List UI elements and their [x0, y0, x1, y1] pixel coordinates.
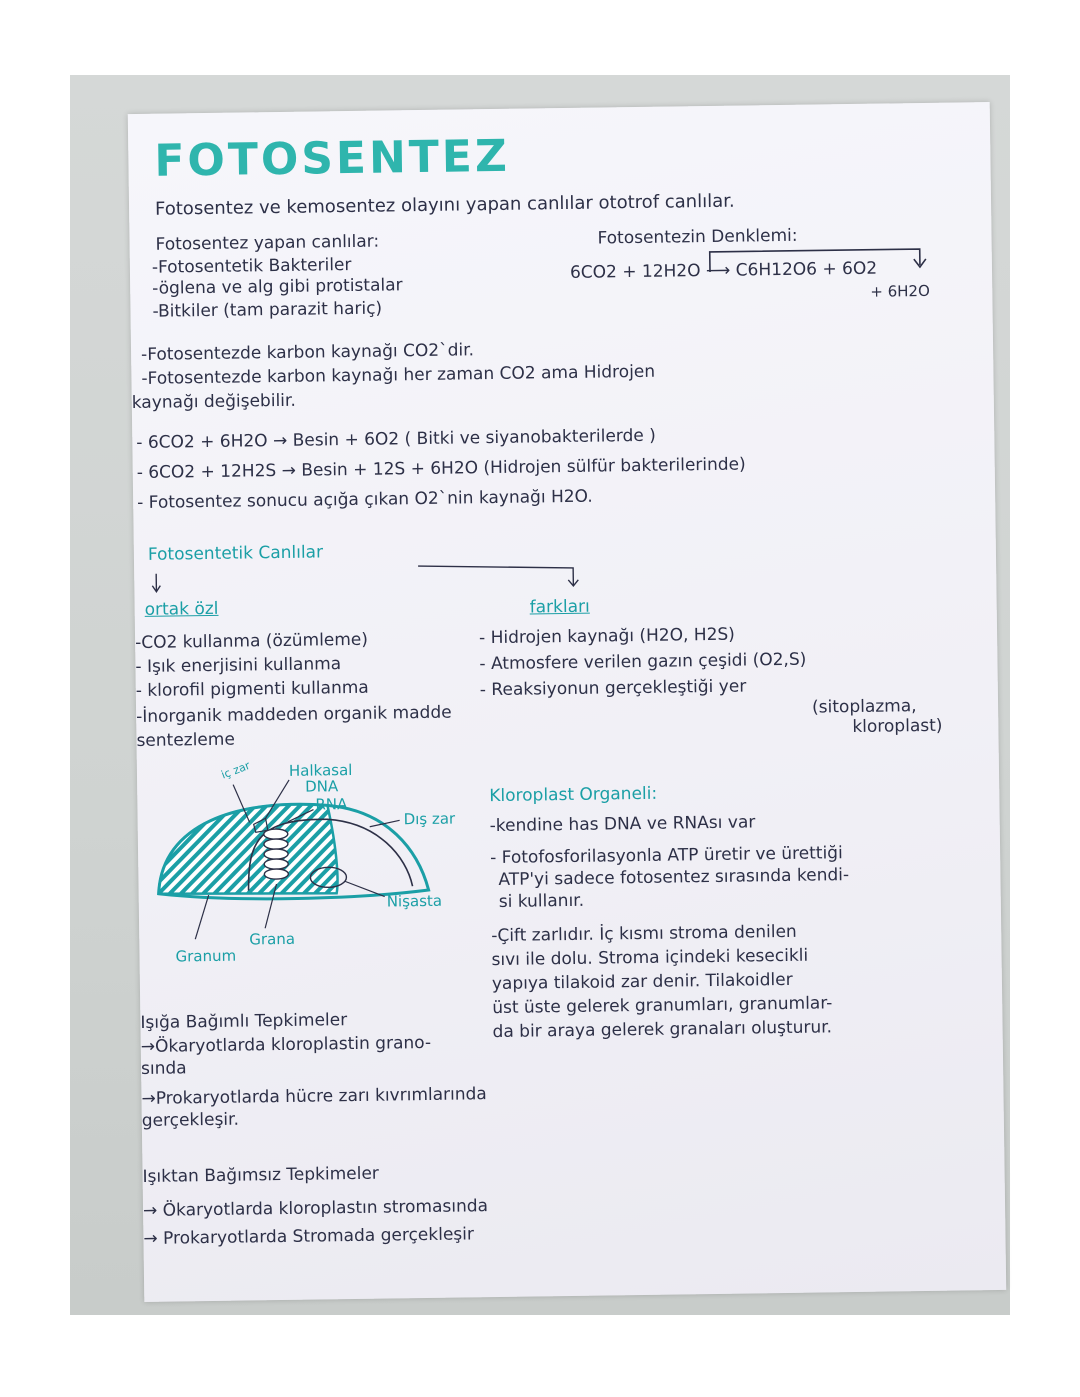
chloroplast-diagram: [137, 759, 480, 984]
diagram-label: RNA: [315, 795, 348, 814]
kloroplast-item: üst üste gelerek granumları, granumlar-: [492, 993, 833, 1019]
ortak-item: -İnorganik maddeden organik madde: [136, 702, 452, 728]
kloroplast-item: -Çift zarlıdır. İç kısmı stroma denilen: [491, 921, 797, 947]
kloroplast-item: sıvı ile dolu. Stroma içindeki kesecikli: [491, 945, 809, 971]
kloroplast-item: - Fotofosforilasyonla ATP üretir ve ürettiği: [490, 843, 843, 869]
kloroplast-item: -kendine has DNA ve RNAsı var: [489, 812, 756, 837]
diagram-label: DNA: [305, 777, 339, 796]
bagimli-item: →Prokaryotlarda hücre zarı kıvrımlarında: [141, 1084, 487, 1109]
grana-stack: [264, 829, 289, 879]
cells-header: Fotosentetik Canlılar: [147, 542, 324, 565]
ortak-item: -CO2 kullanma (özümleme): [134, 629, 369, 654]
bagimsiz-item: → Prokaryotlarda Stromada gerçekleşir: [143, 1224, 475, 1249]
yapan-item: -Fotosentetik Bakteriler: [151, 254, 352, 278]
farklari-item: - Hidrojen kaynağı (H2O, H2S): [478, 624, 736, 649]
farklari-item: kloroplast): [852, 715, 943, 738]
diagram-label: Granum: [175, 946, 237, 966]
farklari-item: - Reaksiyonun gerçekleştiği yer: [479, 676, 747, 701]
farklari-item: - Atmosfere verilen gazın çeşidi (O2,S): [479, 649, 807, 675]
note-line: -Fotosentezde karbon kaynağı her zaman CO2 ama Hidrojen: [141, 361, 656, 389]
bagimli-item: gerçekleşir.: [141, 1109, 240, 1131]
denklem-main: 6CO2 + 12H2O ⟶ C6H12O6 + 6O2: [569, 258, 878, 283]
note-line: -Fotosentezde karbon kaynağı CO2`dir.: [140, 340, 475, 365]
ortak-item: - Işık enerjisini kullanma: [135, 654, 342, 678]
kloroplast-header: Kloroplast Organeli:: [489, 783, 658, 807]
bagimsiz-header: Işıktan Bağımsız Tepkimeler: [142, 1163, 379, 1187]
ortak-header: ortak özl: [144, 598, 219, 620]
reaction-line: - 6CO2 + 12H2S → Besin + 12S + 6H2O (Hidrojen sülfür bakterilerinde): [136, 454, 746, 483]
kloroplast-item: yapıya tilakoid zar denir. Tilakoidler: [491, 969, 793, 995]
kloroplast-item: ATP'yi sadece fotosentez sırasında kendi-: [498, 865, 850, 890]
farklari-header: farkları: [529, 596, 590, 618]
diagram-label: Grana: [249, 929, 296, 949]
reaction-line: - Fotosentez sonucu açığa çıkan O2`nin kaynağı H2O.: [137, 486, 593, 513]
bagimli-header: Işığa Bağımlı Tepkimeler: [140, 1010, 348, 1033]
kloroplast-item: da bir araya gelerek granaları oluşturur.: [492, 1017, 833, 1043]
denklem-extra: + 6H2O: [870, 281, 930, 301]
kloroplast-item: si kullanır.: [498, 890, 585, 912]
denklem-header: Fotosentezin Denklemi:: [597, 225, 798, 249]
ortak-item: sentezleme: [136, 729, 235, 752]
branch-arrows-icon: [148, 556, 589, 602]
page-title: FOTOSENTEZ: [154, 130, 511, 187]
ortak-item: - klorofil pigmenti kullanma: [135, 677, 369, 702]
diagram-label: Halkasal: [288, 761, 353, 780]
diagram-label: iç zar: [219, 759, 252, 782]
farklari-item: (sitoplazma,: [811, 696, 917, 718]
bagimli-item: sında: [140, 1058, 187, 1079]
yapan-item: -Bitkiler (tam parazit hariç): [152, 298, 383, 322]
reaction-line: - 6CO2 + 6H2O → Besin + 6O2 ( Bitki ve siyanobakterilerde ): [136, 425, 656, 453]
bagimli-item: →Ökaryotlarda kloroplastin grano-: [140, 1032, 432, 1057]
yapan-item: -öglena ve alg gibi protistalar: [152, 275, 403, 299]
note-line: kaynağı değişebilir.: [131, 390, 296, 414]
bagimsiz-item: → Ökaryotlarda kloroplastın stromasında: [142, 1196, 489, 1221]
diagram-label: Dış zar: [403, 809, 456, 829]
notebook-page: [128, 102, 1007, 1302]
intro-line: Fotosentez ve kemosentez olayını yapan canlılar ototrof canlılar.: [154, 190, 735, 220]
yapan-header: Fotosentez yapan canlılar:: [155, 231, 380, 255]
diagram-label: Nişasta: [386, 891, 443, 911]
